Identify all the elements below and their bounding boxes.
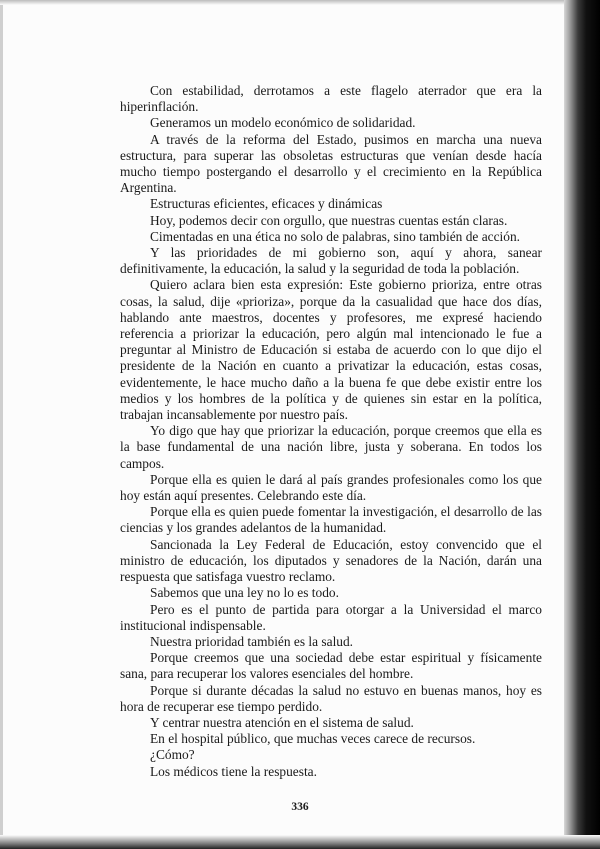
- paragraph: Quiero aclara bien esta expresión: Este gobierno prioriza, entre otras cosas, la salud, dije «prioriza», porque da la casualidad que hace dos días, hablando ante maestros, docentes y profesores, me expresé haciendo referencia a priorizar la educación, pero algún mal intencionado le fue a preguntar al Ministro de Educación si estaba de acuerdo con lo que dijo el presidente de la Nación en cuanto a privatizar la educación, estas cosas, evidentemente, le hace mucho daño a la buena fe que debe existir entre los medios y los hombres de la política y de quienes sin estar en la política, trabajan incansablemente por nuestro país.: [120, 277, 542, 423]
- paragraph: Con estabilidad, derrotamos a este flagelo aterrador que era la hiperinflación.: [120, 83, 542, 115]
- paragraph: Cimentadas en una ética no solo de palabras, sino también de acción.: [150, 228, 520, 244]
- paragraph: En el hospital público, que muchas veces carece de recursos.: [150, 731, 476, 747]
- paragraph: A través de la reforma del Estado, pusimos en marcha una nueva estructura, para superar las obsoletas estructuras que venían desde hacía mucho tiempo postergando el desarrollo y el crecimiento en la República Argentina.: [120, 131, 542, 196]
- page-binding-shadow: [564, 0, 600, 849]
- paragraph: Sancionada la Ley Federal de Educación, estoy convencido que el ministro de educación, los diputados y senadores de la Nación, darán una respuesta que satisfaga vuestro reclamo.: [120, 536, 542, 585]
- paragraph: Sabemos que una ley no lo es todo.: [150, 585, 339, 601]
- paragraph: Porque creemos que una sociedad debe estar espiritual y físicamente sana, para recuperar los valores esenciales del hombre.: [120, 650, 542, 682]
- paragraph: Yo digo que hay que priorizar la educación, porque creemos que ella es la base fundamental de una nación libre, justa y soberana. En todos los campos.: [120, 423, 542, 471]
- paragraph: Los médicos tiene la respuesta.: [150, 763, 317, 779]
- paragraph: Estructuras eficientes, eficaces y dinámicas: [150, 196, 383, 212]
- page-number: 336: [291, 801, 309, 813]
- paragraph: Pero es el punto de partida para otorgar a la Universidad el marco institucional indispensable.: [120, 601, 542, 633]
- page-top-edge: [0, 0, 600, 5]
- paragraph: Generamos un modelo económico de solidaridad.: [150, 115, 416, 131]
- paragraph: Nuestra prioridad también es la salud.: [150, 633, 354, 649]
- page-left-edge: [0, 0, 3, 849]
- paragraph: Porque ella es quien puede fomentar la investigación, el desarrollo de las ciencias y los grandes adelantos de la humanidad.: [120, 504, 542, 536]
- paragraph: Y las prioridades de mi gobierno son, aquí y ahora, sanear definitivamente, la educación, la salud y la seguridad de toda la población.: [120, 245, 542, 277]
- body-text: [120, 83, 542, 780]
- paragraph: ¿Cómo?: [150, 747, 195, 763]
- paragraph: Porque ella es quien le dará al país grandes profesionales como los que hoy están aquí presentes. Celebrando este día.: [120, 471, 542, 504]
- paragraph: Y centrar nuestra atención en el sistema de salud.: [150, 714, 414, 730]
- page-bottom-edge: [0, 835, 600, 849]
- paragraph: Hoy, podemos decir con orgullo, que nuestras cuentas están claras.: [150, 212, 508, 228]
- paragraph: Porque si durante décadas la salud no estuvo en buenas manos, hoy es hora de recuperar ese tiempo perdido.: [120, 682, 542, 714]
